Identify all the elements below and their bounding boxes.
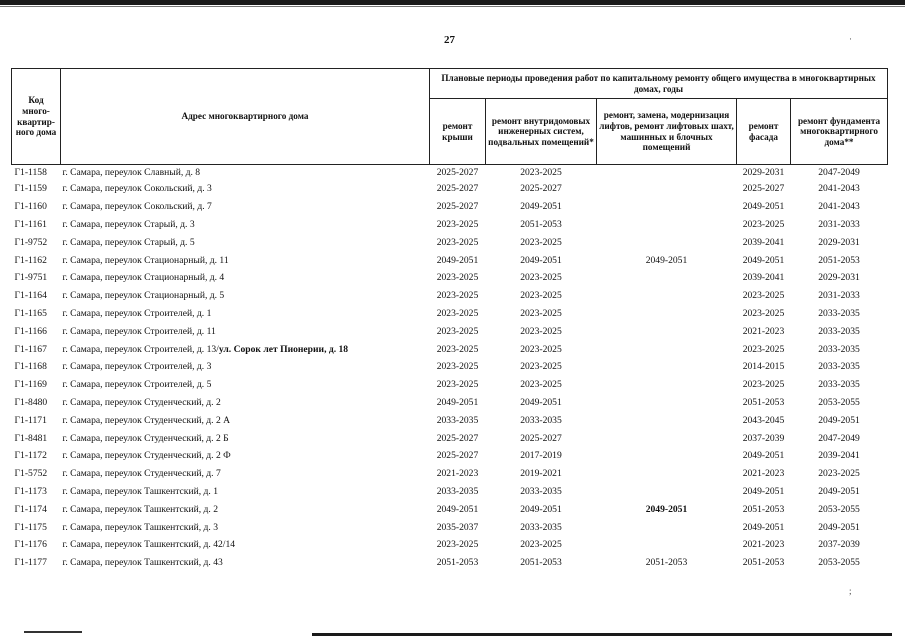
row-facade: 2023-2025	[742, 290, 785, 302]
top-border-rule	[0, 0, 905, 5]
header-address: Адрес многоквартирного дома	[61, 69, 430, 165]
row-elevators	[597, 483, 737, 501]
scan-speck: ;	[849, 586, 852, 596]
row-elevators	[597, 198, 737, 216]
row-address: г. Самара, переулок Ташкентский, д. 1	[62, 485, 218, 497]
row-elevators	[597, 340, 737, 358]
row-elevators	[597, 180, 737, 198]
row-facade: 2051-2053	[742, 557, 785, 569]
row-address: г. Самара, переулок Славный, д. 8	[62, 167, 201, 178]
row-address: г. Самара, переулок Ташкентский, д. 42/14	[62, 539, 236, 551]
row-roof: 2023-2025	[436, 272, 479, 284]
page-number: 27	[444, 34, 455, 46]
row-facade: 2023-2025	[742, 379, 785, 391]
header-elevators: ремонт, замена, модернизация лифтов, ремонт лифтовых шахт, машинных и блочных помещений	[597, 99, 737, 165]
row-address: г. Самара, переулок Стационарный, д. 11	[62, 254, 229, 266]
row-address: г. Самара, переулок Старый, д. 3	[62, 218, 195, 230]
table-row	[12, 483, 888, 501]
row-code: Г1-1174	[14, 503, 47, 515]
row-elevators	[597, 165, 737, 181]
row-foundation: 2031-2033	[818, 218, 860, 230]
table-row	[12, 198, 888, 216]
row-roof: 2023-2025	[436, 539, 479, 551]
row-systems: 2023-2025	[520, 290, 562, 302]
row-address: г. Самара, переулок Стационарный, д. 4	[62, 272, 225, 284]
row-foundation: 2053-2055	[818, 503, 860, 515]
row-facade: 2023-2025	[742, 343, 785, 355]
header-planned-periods: Плановые периоды проведения работ по капитальному ремонту общего имущества в многоквартирных домах, годы	[430, 69, 888, 99]
row-code: Г1-1161	[14, 218, 47, 230]
row-code: Г1-9751	[14, 272, 48, 284]
row-facade: 2029-2031	[742, 167, 785, 178]
row-foundation: 2049-2051	[818, 414, 860, 426]
row-code: Г1-1172	[14, 450, 47, 462]
row-code: Г1-1177	[14, 557, 47, 569]
row-foundation: 2039-2041	[818, 450, 860, 462]
row-elevators	[597, 269, 737, 287]
row-code: Г1-1175	[14, 521, 47, 533]
row-facade: 2051-2053	[742, 503, 785, 515]
row-roof: 2023-2025	[436, 290, 479, 302]
row-foundation: 2033-2035	[818, 307, 860, 319]
row-foundation: 2053-2055	[818, 396, 860, 408]
table-row	[12, 233, 888, 251]
row-systems: 2049-2051	[520, 396, 562, 408]
row-systems: 2025-2027	[520, 183, 562, 195]
row-roof: 2023-2025	[436, 379, 479, 391]
row-foundation: 2047-2049	[818, 432, 860, 444]
table-row	[12, 394, 888, 412]
row-address: г. Самара, переулок Строителей, д. 11	[62, 325, 216, 337]
row-roof: 2021-2023	[436, 468, 479, 480]
row-address: г. Самара, переулок Строителей, д. 13/ул. Сорок лет Пионерии, д. 18	[62, 343, 349, 355]
row-systems: 2023-2025	[520, 272, 562, 284]
row-address: г. Самара, переулок Сокольский, д. 7	[62, 201, 212, 213]
row-address: г. Самара, переулок Студенческий, д. 2 Ф	[62, 450, 231, 462]
row-facade: 2037-2039	[742, 432, 785, 444]
row-code: Г1-1158	[14, 167, 47, 178]
row-systems: 2023-2025	[520, 343, 562, 355]
table-row	[12, 322, 888, 340]
row-systems: 2017-2019	[520, 450, 562, 462]
row-roof: 2023-2025	[436, 361, 479, 373]
row-systems: 2049-2051	[520, 254, 562, 266]
row-elevators	[597, 376, 737, 394]
row-foundation: 2029-2031	[818, 272, 860, 284]
table-row	[12, 269, 888, 287]
row-address: г. Самара, переулок Строителей, д. 1	[62, 307, 212, 319]
header-systems: ремонт внутридомовых инженерных систем, подвальных помещений*	[486, 99, 597, 165]
scan-speck: ·	[849, 34, 852, 44]
row-elevators	[597, 394, 737, 412]
row-code: Г1-9752	[14, 236, 48, 248]
row-foundation: 2041-2043	[818, 183, 860, 195]
row-elevators	[597, 536, 737, 554]
row-roof: 2025-2027	[436, 167, 479, 178]
row-elevators: 2049-2051	[645, 503, 688, 515]
row-facade: 2051-2053	[742, 396, 785, 408]
row-roof: 2049-2051	[436, 503, 479, 515]
row-elevators	[597, 287, 737, 305]
row-elevators	[597, 411, 737, 429]
table-row	[12, 305, 888, 323]
table-row	[12, 180, 888, 198]
row-systems: 2019-2021	[520, 468, 562, 480]
row-code: Г1-1176	[14, 539, 47, 551]
row-address: г. Самара, переулок Студенческий, д. 7	[62, 468, 221, 480]
row-facade: 2039-2041	[742, 236, 785, 248]
row-code: Г1-5752	[14, 468, 48, 480]
repair-schedule-table	[11, 68, 888, 572]
row-systems: 2033-2035	[520, 485, 562, 497]
table-row	[12, 251, 888, 269]
row-roof: 2051-2053	[436, 557, 479, 569]
row-code: Г1-1167	[14, 343, 47, 355]
row-roof: 2025-2027	[436, 432, 479, 444]
row-roof: 2033-2035	[436, 485, 479, 497]
row-foundation: 2051-2053	[818, 254, 860, 266]
table-row	[12, 165, 888, 181]
row-address: г. Самара, переулок Студенческий, д. 2	[62, 396, 221, 408]
table-row	[12, 287, 888, 305]
row-code: Г1-1164	[14, 290, 47, 302]
row-foundation: 2033-2035	[818, 361, 860, 373]
row-foundation: 2033-2035	[818, 325, 860, 337]
table-row	[12, 376, 888, 394]
row-systems: 2049-2051	[520, 503, 562, 515]
row-roof: 2049-2051	[436, 396, 479, 408]
table-row	[12, 358, 888, 376]
row-roof: 2025-2027	[436, 183, 479, 195]
table-row	[12, 429, 888, 447]
row-address: г. Самара, переулок Ташкентский, д. 43	[62, 557, 223, 569]
row-facade: 2049-2051	[742, 450, 785, 462]
row-code: Г1-1160	[14, 201, 47, 213]
row-address: г. Самара, переулок Старый, д. 5	[62, 236, 195, 248]
row-foundation: 2037-2039	[818, 539, 860, 551]
table-row	[12, 216, 888, 234]
top-border-thin-rule	[0, 6, 905, 7]
row-foundation: 2031-2033	[818, 290, 860, 302]
row-roof: 2025-2027	[436, 201, 479, 213]
table-row	[12, 411, 888, 429]
row-code: Г1-1173	[14, 485, 47, 497]
row-roof: 2023-2025	[436, 307, 479, 319]
row-facade: 2049-2051	[742, 201, 785, 213]
row-foundation: 2023-2025	[818, 468, 860, 480]
row-systems: 2023-2025	[520, 307, 562, 319]
table-row	[12, 500, 888, 518]
row-elevators	[597, 358, 737, 376]
table-row	[12, 554, 888, 572]
row-foundation: 2049-2051	[818, 521, 860, 533]
row-address: г. Самара, переулок Строителей, д. 3	[62, 361, 212, 373]
row-systems: 2033-2035	[520, 521, 562, 533]
row-roof: 2023-2025	[436, 218, 479, 230]
row-address: г. Самара, переулок Ташкентский, д. 3	[62, 521, 218, 533]
table-row	[12, 465, 888, 483]
row-address: г. Самара, переулок Студенческий, д. 2 А	[62, 414, 231, 426]
row-facade: 2014-2015	[742, 361, 785, 373]
row-facade: 2049-2051	[742, 254, 785, 266]
row-facade: 2023-2025	[742, 307, 785, 319]
row-code: Г1-1166	[14, 325, 47, 337]
row-code: Г1-1162	[14, 254, 47, 266]
row-elevators	[597, 322, 737, 340]
row-facade: 2025-2027	[742, 183, 785, 195]
row-elevators	[597, 305, 737, 323]
row-systems: 2023-2025	[520, 167, 562, 178]
row-facade: 2021-2023	[742, 468, 785, 480]
header-foundation: ремонт фундамента многоквартирного дома**	[791, 99, 888, 165]
row-systems: 2023-2025	[520, 379, 562, 391]
row-foundation: 2029-2031	[818, 236, 860, 248]
row-facade: 2023-2025	[742, 218, 785, 230]
row-systems: 2049-2051	[520, 201, 562, 213]
table-row	[12, 536, 888, 554]
row-systems: 2051-2053	[520, 218, 562, 230]
row-roof: 2025-2027	[436, 450, 479, 462]
row-code: Г1-1159	[14, 183, 47, 195]
table-row	[12, 447, 888, 465]
header-facade: ремонт фасада	[737, 99, 791, 165]
row-address: г. Самара, переулок Студенческий, д. 2 Б	[62, 432, 229, 444]
row-address: г. Самара, переулок Ташкентский, д. 2	[62, 503, 218, 515]
row-roof: 2033-2035	[436, 414, 479, 426]
row-systems: 2023-2025	[520, 539, 562, 551]
row-address: г. Самара, переулок Стационарный, д. 5	[62, 290, 225, 302]
header-roof: ремонт крыши	[430, 99, 486, 165]
row-systems: 2025-2027	[520, 432, 562, 444]
row-facade: 2049-2051	[742, 485, 785, 497]
row-code: Г1-1169	[14, 379, 47, 391]
row-foundation: 2033-2035	[818, 343, 860, 355]
row-foundation: 2033-2035	[818, 379, 860, 391]
table-row	[12, 518, 888, 536]
row-elevators: 2049-2051	[645, 254, 688, 266]
row-roof: 2035-2037	[436, 521, 479, 533]
row-systems: 2023-2025	[520, 325, 562, 337]
row-foundation: 2053-2055	[818, 557, 860, 569]
row-address: г. Самара, переулок Сокольский, д. 3	[62, 183, 212, 195]
row-facade: 2043-2045	[742, 414, 785, 426]
header-code: Код много-квартир-ного дома	[12, 69, 61, 165]
bottom-rule-right	[312, 633, 892, 636]
row-elevators	[597, 233, 737, 251]
row-code: Г1-1165	[14, 307, 47, 319]
row-elevators	[597, 429, 737, 447]
row-systems: 2023-2025	[520, 361, 562, 373]
table-body	[12, 165, 888, 572]
row-code: Г1-8480	[14, 396, 48, 408]
row-facade: 2021-2023	[742, 325, 785, 337]
row-elevators	[597, 216, 737, 234]
row-systems: 2051-2053	[520, 557, 562, 569]
row-elevators	[597, 465, 737, 483]
row-roof: 2023-2025	[436, 343, 479, 355]
row-elevators: 2051-2053	[645, 557, 688, 569]
row-address: г. Самара, переулок Строителей, д. 5	[62, 379, 212, 391]
row-facade: 2039-2041	[742, 272, 785, 284]
row-elevators	[597, 447, 737, 465]
row-foundation: 2049-2051	[818, 485, 860, 497]
table-row	[12, 340, 888, 358]
bottom-rule-left	[24, 631, 82, 633]
row-code: Г1-1168	[14, 361, 47, 373]
row-facade: 2049-2051	[742, 521, 785, 533]
row-code: Г1-1171	[14, 414, 47, 426]
row-code: Г1-8481	[14, 432, 48, 444]
row-systems: 2033-2035	[520, 414, 562, 426]
row-foundation: 2047-2049	[818, 167, 860, 178]
row-roof: 2049-2051	[436, 254, 479, 266]
row-elevators	[597, 518, 737, 536]
row-foundation: 2041-2043	[818, 201, 860, 213]
row-facade: 2021-2023	[742, 539, 785, 551]
row-roof: 2023-2025	[436, 325, 479, 337]
row-roof: 2023-2025	[436, 236, 479, 248]
row-systems: 2023-2025	[520, 236, 562, 248]
